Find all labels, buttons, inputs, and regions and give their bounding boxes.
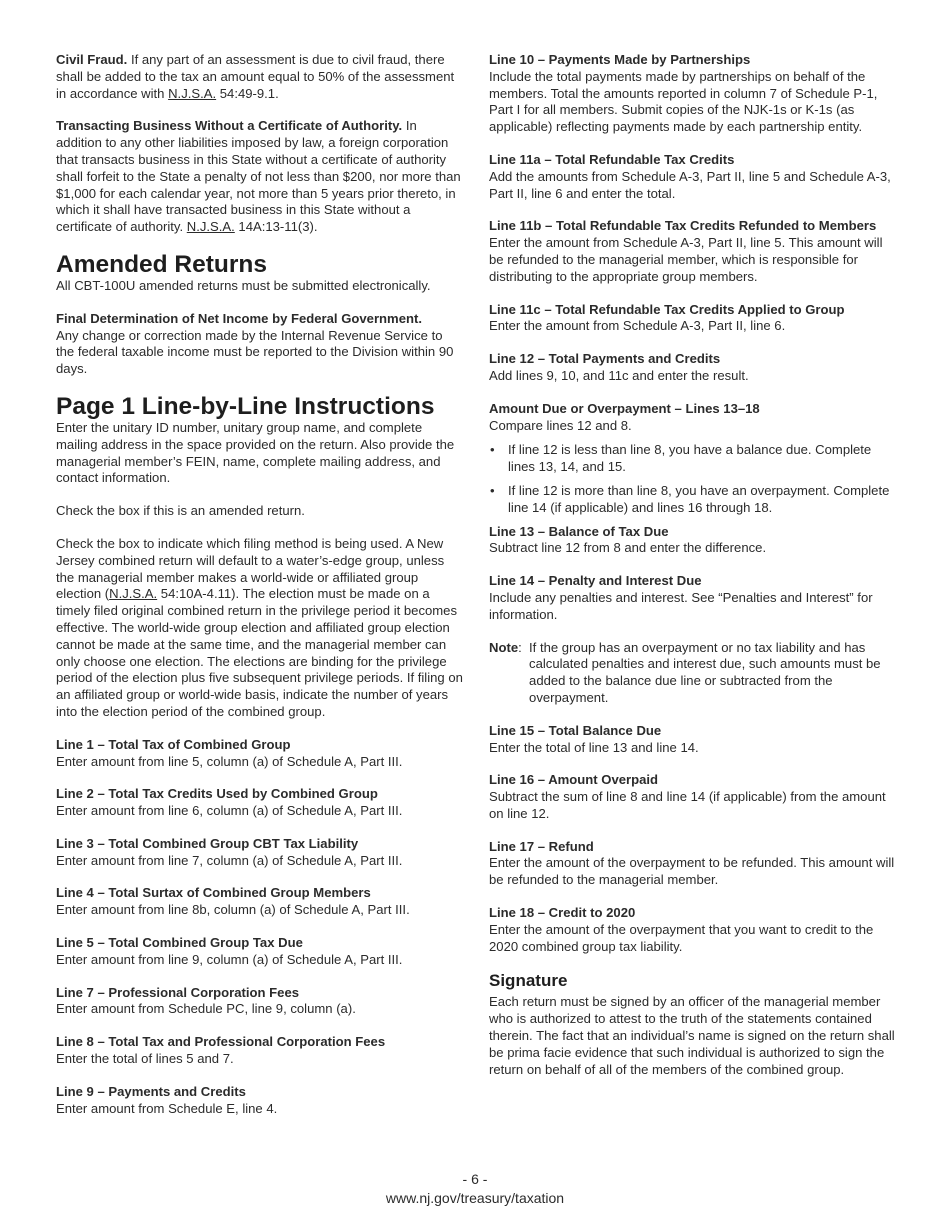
- line-heading: Line 10 – Payments Made by Partnerships: [489, 52, 751, 67]
- njsa-reference: N.J.S.A.: [168, 85, 217, 101]
- transacting-business-text: In addition to any other liabilities imposed by law, a foreign corporation that transacts business in this State without a certificate of authority shall forfeit to the State a penalty of not less than $200, nor more than $1,000 for each calendar year, not more than 5 years prior thereto, in which it shall have transacted business in this State without a certificate of authority.: [56, 118, 461, 235]
- line-heading: Line 4 – Total Surtax of Combined Group Members: [56, 885, 371, 901]
- page-number: - 6 -: [462, 1171, 488, 1187]
- line-text: Enter the amount from Schedule A-3, Part II, line 5. This amount will be refunded to the managerial member, which is responsible for distributing to the appropriate group members.: [489, 235, 883, 284]
- line-heading: Line 8 – Total Tax and Professional Corporation Fees: [56, 1034, 386, 1050]
- line-heading: Line 2 – Total Tax Credits Used by Combined Group: [56, 786, 378, 802]
- line-heading: Line 16 – Amount Overpaid: [489, 772, 659, 788]
- footer-url: www.nj.gov/treasury/taxation: [385, 1190, 565, 1206]
- line-heading: Line 14 – Penalty and Interest Due: [489, 573, 702, 589]
- line-7-block: [56, 985, 464, 1019]
- line-text: Enter the amount of the overpayment that you want to credit to the 2020 combined group tax liability.: [489, 921, 874, 954]
- final-determination-heading: Final Determination of Net Income by Federal Government.: [56, 310, 422, 326]
- line-11c-block: [489, 302, 897, 336]
- filing-method-text-a: Check the box to indicate which filing method is being used. A New Jersey combined return will default to a water’s-edge group, unless the managerial member makes a world-wide or affiliated group election (: [56, 535, 445, 602]
- line-heading: Line 7 – Professional Corporation Fees: [56, 984, 300, 1000]
- transacting-business-label: Transacting Business Without a Certificate of Authority.: [56, 118, 403, 134]
- line-18-block: [489, 905, 897, 955]
- line-heading: Line 13 – Balance of Tax Due: [489, 523, 669, 539]
- line-heading: Line 18 – Credit to 2020: [489, 905, 636, 921]
- line-12-block: [489, 351, 897, 385]
- left-column: [56, 52, 464, 1133]
- line-heading: Line 12 – Total Payments and Credits: [489, 351, 721, 367]
- line-11a-block: [489, 152, 897, 202]
- amount-due-bullet-list: [489, 442, 897, 516]
- line-heading: Line 3 – Total Combined Group CBT Tax Liability: [56, 835, 359, 851]
- page1-intro-text: Enter the unitary ID number, unitary group name, and complete mailing address in the space provided on the return. Also provide the managerial member’s FEIN, name, complete mailing address, and contact information.: [56, 419, 455, 486]
- filing-method-text-b: 54:10A-4.11). The election must be made on a timely filed original combined return in the privilege period it becomes effective. The world-wide group election and affiliated group election cannot be made at the same time, and the managerial member can only choose one election. The elections are binding for the privilege period of the election plus five subsequent privilege periods. If filing on an affiliated group or world-wide basis, indicate the number of years into the election period of the combined group.: [56, 586, 463, 719]
- bullet-text: If line 12 is more than line 8, you have an overpayment. Complete line 14 (if applicable) and lines 16 through 18.: [508, 482, 890, 515]
- amended-returns-heading: Amended Returns: [56, 250, 268, 278]
- line-1-block: [56, 737, 464, 771]
- line-4-block: [56, 885, 464, 919]
- line-9-block: [56, 1084, 464, 1118]
- signature-heading: Signature: [489, 971, 568, 991]
- note-label: Note: [489, 639, 519, 655]
- line-heading: Line 9 – Payments and Credits: [56, 1083, 246, 1099]
- line-text: Enter the total of line 13 and line 14.: [489, 739, 699, 755]
- right-column: [489, 52, 897, 1094]
- line-10-block: [489, 52, 897, 136]
- note-text: If the group has an overpayment or no tax liability and has calculated penalties and interest due, such amounts must be added to the balance due line or subtracted from the overpayment.: [529, 639, 881, 705]
- line-17-block: [489, 839, 897, 889]
- transacting-ref-tail: 14A:13-11(3).: [234, 219, 318, 235]
- bullet-icon: •: [490, 442, 495, 458]
- line-text: Enter amount from line 5, column (a) of Schedule A, Part III.: [56, 753, 403, 769]
- list-item: [489, 442, 897, 476]
- line-text: Enter amount from line 8b, column (a) of Schedule A, Part III.: [56, 902, 410, 918]
- page1-instructions-heading: Page 1 Line-by-Line Instructions: [56, 392, 435, 420]
- line-13-block: [489, 524, 897, 558]
- line-15-block: [489, 723, 897, 757]
- line-text: Enter amount from line 9, column (a) of Schedule A, Part III.: [56, 951, 403, 967]
- line-3-block: [56, 836, 464, 870]
- line-text: Enter the amount from Schedule A-3, Part II, line 6.: [489, 318, 786, 334]
- line-text: Add lines 9, 10, and 11c and enter the result.: [489, 367, 749, 383]
- civil-fraud-paragraph: [56, 52, 464, 102]
- line-text: Enter the total of lines 5 and 7.: [56, 1051, 234, 1067]
- line-heading: Line 11a – Total Refundable Tax Credits: [489, 151, 735, 167]
- signature-text: Each return must be signed by an officer of the managerial member who is authorized to attest to the truth of the statements contained therein. The fact that an individual’s name is signed on the return shall be prima facie evidence that such individual is authorized to sign the return on behalf of all of the members of the combined group.: [489, 994, 895, 1077]
- list-item: [489, 483, 897, 517]
- line-text: Subtract the sum of line 8 and line 14 (if applicable) from the amount on line 12.: [489, 789, 886, 821]
- line-heading: Line 15 – Total Balance Due: [489, 722, 662, 738]
- line-8-block: [56, 1034, 464, 1068]
- njsa-reference: N.J.S.A.: [186, 219, 235, 235]
- amount-due-heading: Amount Due or Overpayment – Lines 13–18: [489, 400, 760, 416]
- bullet-icon: •: [490, 482, 495, 498]
- line-16-block: [489, 772, 897, 822]
- line-11b-block: [489, 218, 897, 285]
- amended-check-text: Check the box if this is an amended return.: [56, 503, 305, 519]
- civil-fraud-text: If any part of an assessment is due to civil fraud, there shall be added to the tax an amount equal to 50% of the assessment in accordance with: [56, 52, 455, 101]
- line-heading: Line 5 – Total Combined Group Tax Due: [56, 935, 303, 951]
- civil-fraud-ref-tail: 54:49-9.1.: [216, 85, 279, 101]
- line-heading: Line 11c – Total Refundable Tax Credits Applied to Group: [489, 301, 845, 317]
- line-heading: Line 17 – Refund: [489, 838, 594, 854]
- amended-returns-text: All CBT-100U amended returns must be submitted electronically.: [56, 277, 431, 293]
- line-text: Include any penalties and interest. See “Penalties and Interest” for information.: [489, 589, 873, 622]
- civil-fraud-label: Civil Fraud.: [56, 52, 128, 67]
- transacting-business-paragraph: [56, 118, 464, 236]
- line-heading: Line 1 – Total Tax of Combined Group: [56, 736, 291, 752]
- note-block: [489, 640, 897, 707]
- line-text: Enter the amount of the overpayment to be refunded. This amount will be refunded to the managerial member.: [489, 855, 895, 888]
- line-text: Subtract line 12 from 8 and enter the difference.: [489, 540, 767, 556]
- line-text: Enter amount from line 7, column (a) of Schedule A, Part III.: [56, 852, 403, 868]
- line-text: Add the amounts from Schedule A-3, Part II, line 5 and Schedule A-3, Part II, line 6 and enter the total.: [489, 168, 891, 201]
- amount-due-block: [489, 401, 897, 435]
- njsa-reference: N.J.S.A.: [109, 586, 158, 602]
- line-heading: Line 11b – Total Refundable Tax Credits Refunded to Members: [489, 218, 877, 234]
- line-2-block: [56, 786, 464, 820]
- amount-due-text: Compare lines 12 and 8.: [489, 417, 632, 433]
- line-5-block: [56, 935, 464, 969]
- filing-method-paragraph: [56, 536, 464, 721]
- bullet-text: If line 12 is less than line 8, you have a balance due. Complete lines 13, 14, and 15.: [508, 442, 872, 475]
- line-text: Enter amount from line 6, column (a) of Schedule A, Part III.: [56, 803, 403, 819]
- line-text: Include the total payments made by partnerships on behalf of the members. Total the amounts reported in column 7 of Schedule P-1, Part I for all members. Submit copies of the NJK-1s or K-1s (as applicable) reflecting payments made by each partnership entity.: [489, 68, 878, 135]
- final-determination-block: [56, 311, 464, 378]
- final-determination-text: Any change or correction made by the Internal Revenue Service to the federal taxable income must be reported to the Division within 90 days.: [56, 327, 454, 377]
- line-text: Enter amount from Schedule PC, line 9, column (a).: [56, 1001, 356, 1017]
- note-colon: :: [518, 639, 530, 655]
- line-14-block: [489, 573, 897, 623]
- line-text: Enter amount from Schedule E, line 4.: [56, 1100, 278, 1116]
